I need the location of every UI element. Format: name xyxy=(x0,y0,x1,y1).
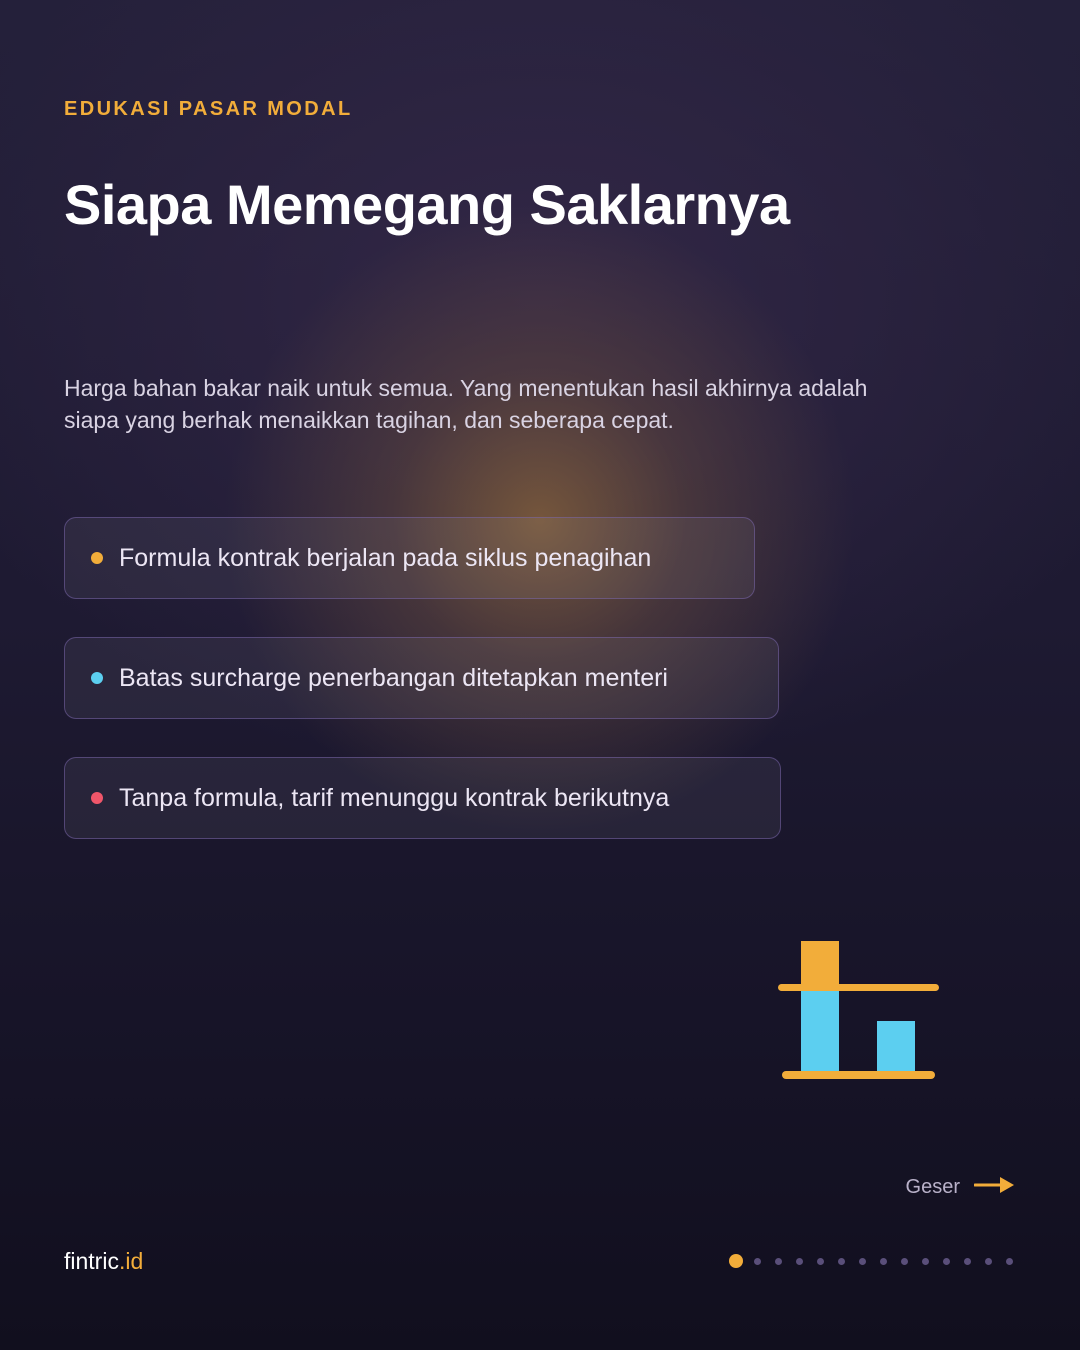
point-text: Formula kontrak berjalan pada siklus penagihan xyxy=(119,543,652,572)
swipe-hint[interactable] xyxy=(906,1176,1016,1199)
arrow-right-icon xyxy=(974,1176,1016,1199)
page-title: Siapa Memegang Saklarnya xyxy=(64,173,790,236)
page-dot[interactable] xyxy=(964,1258,971,1265)
page-dot[interactable] xyxy=(754,1258,761,1265)
brand-name: fintric xyxy=(64,1248,119,1274)
page-dot[interactable] xyxy=(775,1258,782,1265)
brand-tld: .id xyxy=(118,1248,144,1274)
point-card-2 xyxy=(64,637,779,719)
page-dot[interactable] xyxy=(985,1258,992,1265)
bullet-dot-icon xyxy=(91,792,103,804)
page-dot[interactable] xyxy=(859,1258,866,1265)
brand-logo xyxy=(64,1248,143,1275)
page-dot[interactable] xyxy=(796,1258,803,1265)
bar-cap-icon xyxy=(770,930,950,1090)
bullet-dot-icon xyxy=(91,552,103,564)
bullet-dot-icon xyxy=(91,672,103,684)
page-dot[interactable] xyxy=(838,1258,845,1265)
lead-paragraph: Harga bahan bakar naik untuk semua. Yang menentukan hasil akhirnya adalah siapa yang berhak menaikkan tagihan, dan seberapa cepat. xyxy=(64,375,868,433)
point-card-1 xyxy=(64,517,755,599)
swipe-label: Geser xyxy=(905,1176,960,1198)
page-dot[interactable] xyxy=(943,1258,950,1265)
page-indicator xyxy=(729,1254,1027,1268)
page-dot[interactable] xyxy=(817,1258,824,1265)
point-text: Batas surcharge penerbangan ditetapkan menteri xyxy=(119,663,668,692)
section-kicker: EDUKASI PASAR MODAL xyxy=(64,98,353,120)
page-dot[interactable] xyxy=(880,1258,887,1265)
page-dot[interactable] xyxy=(922,1258,929,1265)
point-text: Tanpa formula, tarif menunggu kontrak berikutnya xyxy=(119,783,670,812)
point-card-3 xyxy=(64,757,781,839)
page-dot-active[interactable] xyxy=(729,1254,743,1268)
page-dot[interactable] xyxy=(1006,1258,1013,1265)
page-dot[interactable] xyxy=(901,1258,908,1265)
